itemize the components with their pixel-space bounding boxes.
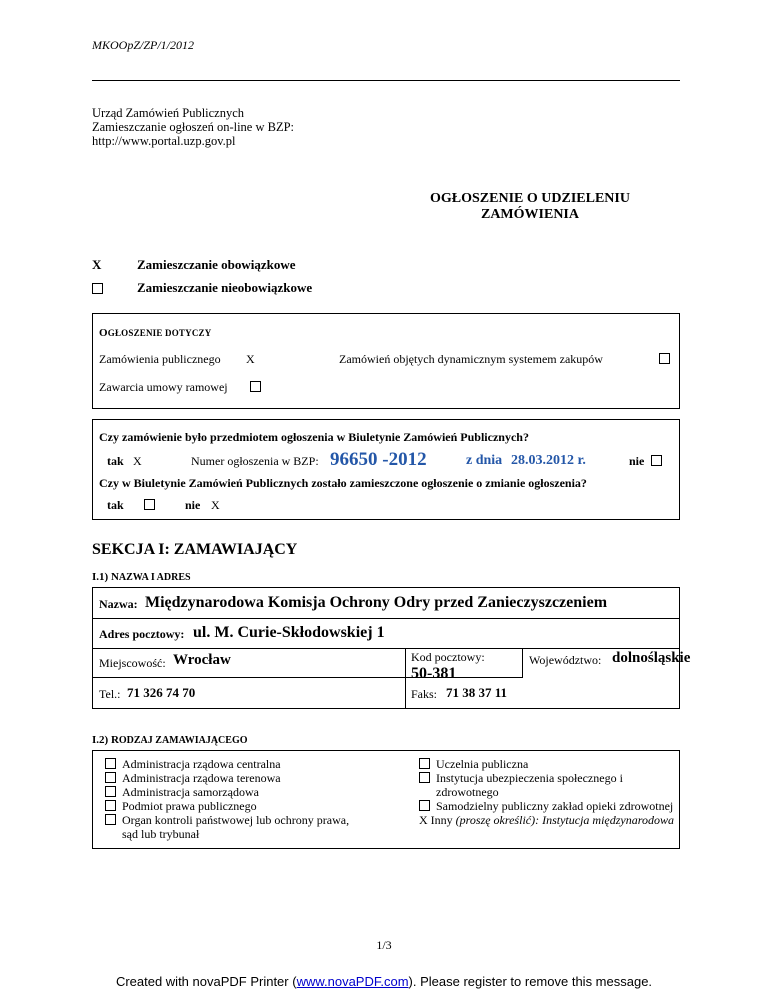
authority-type-checkbox[interactable] — [105, 786, 116, 797]
footer-link[interactable]: www.novaPDF.com — [296, 974, 409, 989]
authority-type-checkbox[interactable] — [419, 800, 430, 811]
page-number: 1/3 — [376, 938, 392, 952]
column-divider — [405, 648, 406, 709]
footer-notice — [0, 974, 768, 989]
fax-label: Faks: — [411, 687, 438, 701]
authority-type-other — [419, 813, 679, 827]
authority-type-checkbox[interactable] — [105, 814, 116, 825]
authority-type-option[interactable] — [105, 785, 349, 799]
bulletin2-yes-label: tak — [107, 498, 124, 512]
name-value: Międzynarodowa Komisja Ochrony Odry przed Zanieczyszczeniem — [145, 594, 608, 611]
city-value: Wrocław — [173, 652, 231, 668]
bulletin-yes-mark: X — [133, 454, 142, 468]
authority-type-label: Samodzielny publiczny zakład opieki zdrowotnej — [436, 799, 674, 813]
mandatory-label: Zamieszczanie obowiązkowe — [137, 257, 296, 272]
authority-type-label: Uczelnia publiczna — [436, 757, 529, 771]
authority-type-option[interactable] — [105, 813, 349, 827]
authority-type-checkbox[interactable] — [105, 800, 116, 811]
bulletin-box — [92, 419, 680, 520]
authority-type-label: Administracja samorządowa — [122, 785, 259, 799]
bulletin-no-checkbox[interactable] — [651, 455, 662, 466]
authority-type-option[interactable] — [105, 757, 349, 771]
bulletin-date-prefix: z dnia — [466, 453, 503, 468]
authority-type-option[interactable] — [419, 799, 679, 813]
authority-types-left — [105, 757, 349, 841]
bulletin-yes-label: tak — [107, 454, 124, 468]
authority-type-checkbox[interactable] — [105, 758, 116, 769]
address-value: ul. M. Curie-Skłodowskiej 1 — [193, 624, 385, 641]
issuer-line: Zamieszczanie ogłoszeń on-line w BZP: — [92, 120, 295, 134]
footer-text: ). Please register to remove this message. — [408, 974, 653, 989]
bulletin-no-label: nie — [629, 454, 645, 468]
header-rule — [92, 80, 680, 81]
name-row — [93, 588, 679, 619]
fax-value: 71 38 37 11 — [446, 685, 508, 700]
authority-type-label: Podmiot prawa publicznego — [122, 799, 257, 813]
authority-type-box — [92, 750, 680, 849]
authority-type-option[interactable] — [105, 799, 349, 813]
bulletin-date: 28.03.2012 r. — [511, 453, 586, 468]
authority-type-other-label: Inny — [430, 813, 453, 827]
phone-label: Tel.: — [99, 687, 121, 701]
bulletin2-no-mark: X — [211, 498, 220, 512]
contracting-authority-box — [92, 587, 691, 709]
row-divider — [93, 677, 405, 678]
address-label: Adres pocztowy: — [99, 627, 185, 641]
authority-type-other-mark: X — [419, 813, 428, 827]
column-divider — [522, 648, 523, 678]
authority-type-checkbox[interactable] — [105, 772, 116, 783]
authority-type-label: Instytucja ubezpieczenia społecznego i zdrowotnego — [436, 771, 623, 799]
authority-type-checkbox[interactable] — [419, 758, 430, 769]
city-label: Miejscowość: — [99, 656, 166, 670]
issuer-url: http://www.portal.uzp.gov.pl — [92, 134, 236, 148]
name-label: Nazwa: — [99, 597, 138, 611]
optional-checkbox[interactable] — [92, 283, 103, 294]
mandatory-mark: X — [92, 257, 102, 272]
postal-code-label: Kod pocztowy: — [411, 650, 485, 664]
subsection-name-address: I.1) NAZWA I ADRES — [92, 571, 191, 583]
notice-heading: OGŁOSZENIE DOTYCZY — [99, 327, 212, 339]
authority-type-option[interactable] — [419, 757, 679, 771]
authority-type-other-value: (proszę określić): Instytucja międzynarodowa — [455, 813, 674, 827]
authority-type-option[interactable] — [105, 771, 349, 785]
subsection-authority-type: I.2) RODZAJ ZAMAWIAJĄCEGO — [92, 734, 248, 746]
authority-type-checkbox[interactable] — [419, 772, 430, 783]
issuer-line: Urząd Zamówień Publicznych — [92, 106, 245, 120]
section-title: SEKCJA I: ZAMAWIAJĄCY — [92, 541, 298, 558]
title-line: OGŁOSZENIE O UDZIELENIU — [430, 191, 630, 206]
bulletin-number: 96650 -2012 — [330, 449, 427, 470]
address-row — [93, 618, 679, 649]
document-title — [380, 191, 680, 223]
bulletin2-no-label: nie — [185, 498, 201, 512]
framework-label: Zawarcia umowy ramowej — [99, 380, 228, 394]
authority-type-option[interactable] — [419, 771, 679, 799]
authority-types-right — [419, 757, 679, 827]
authority-type-label: Organ kontroli państwowej lub ochrony prawa, — [122, 813, 350, 827]
framework-checkbox[interactable] — [250, 381, 261, 392]
bulletin-question-2: Czy w Biuletynie Zamówień Publicznych zostało zamieszczone ogłoszenie o zmianie ogłoszenia? — [99, 476, 587, 490]
document-id: MKOOpZ/ZP/1/2012 — [92, 38, 195, 52]
optional-label: Zamieszczanie nieobowiązkowe — [137, 280, 313, 295]
public-order-label: Zamówienia publicznego — [99, 352, 221, 366]
title-line: ZAMÓWIENIA — [480, 207, 579, 222]
notice-subject-box — [92, 313, 680, 409]
postal-code-value: 50-381 — [411, 665, 457, 682]
footer-text: Created with novaPDF Printer ( — [115, 974, 297, 989]
authority-type-label: Administracja rządowa centralna — [122, 757, 281, 771]
authority-type-label: Administracja rządowa terenowa — [122, 771, 281, 785]
province-value: dolnośląskie — [612, 650, 691, 666]
bulletin-number-label: Numer ogłoszenia w BZP: — [191, 454, 319, 468]
public-order-mark: X — [246, 352, 255, 366]
bulletin2-yes-checkbox[interactable] — [144, 499, 155, 510]
province-label: Województwo: — [529, 653, 602, 667]
dynamic-system-checkbox[interactable] — [659, 353, 670, 364]
authority-type-label-continued: sąd lub trybunał — [122, 827, 200, 841]
issuer-block — [92, 106, 294, 148]
dynamic-system-label: Zamówień objętych dynamicznym systemem zakupów — [339, 352, 603, 366]
bulletin-question: Czy zamówienie było przedmiotem ogłoszenia w Biuletynie Zamówień Publicznych? — [99, 430, 529, 444]
phone-value: 71 326 74 70 — [127, 685, 196, 700]
